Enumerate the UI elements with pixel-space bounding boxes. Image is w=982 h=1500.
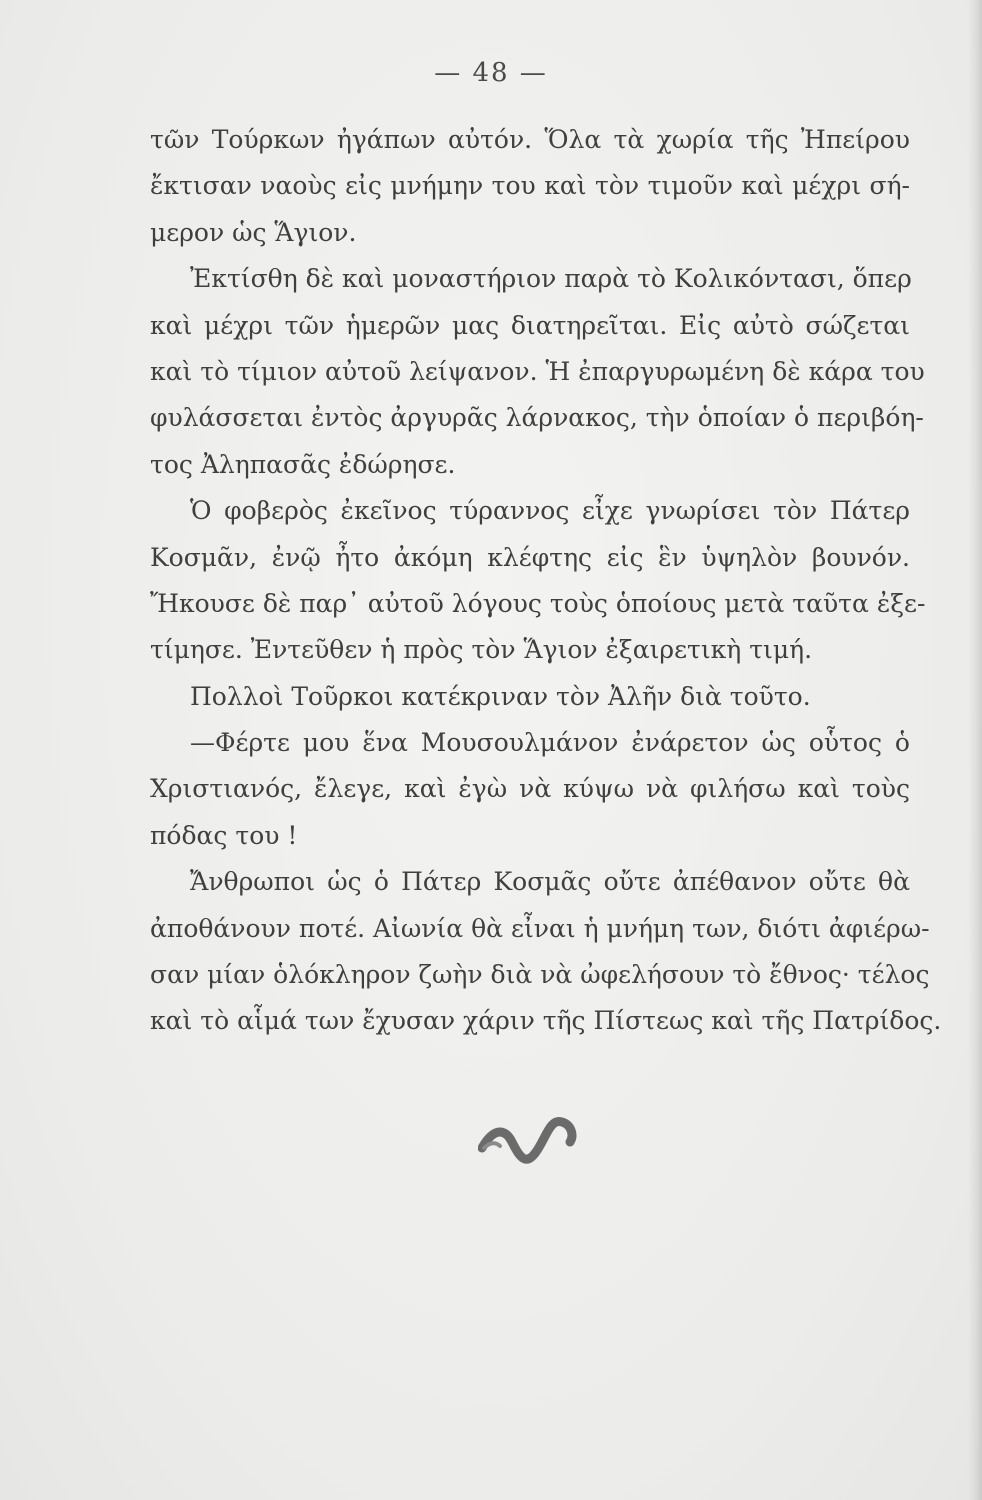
text-line: μερον ὡς Ἅγιον. bbox=[150, 217, 357, 247]
text-line: ἔκτισαν ναοὺς εἰς μνήμην του καὶ τὸν τιμοῦν καὶ μέχρι σή- bbox=[150, 171, 910, 201]
text-line: Χριστιανός, ἔλεγε, καὶ ἐγὼ νὰ κύψω νὰ φιλήσω καὶ τοὺς bbox=[150, 774, 910, 804]
text-line: —Φέρτε μου ἕνα Μουσουλμάνον ἐνάρετον ὡς οὗτος ὁ bbox=[190, 728, 910, 758]
text-line: σαν μίαν ὁλόκληρον ζωὴν διὰ νὰ ὠφελήσουν τὸ ἔθνος· τέλος bbox=[150, 960, 930, 990]
text-line: φυλάσσεται ἐντὸς ἀργυρᾶς λάρνακος, τὴν ὁποίαν ὁ περιβόη- bbox=[150, 403, 924, 433]
text-line: καὶ τὸ αἷμά των ἔχυσαν χάριν τῆς Πίστεως καὶ τῆς Πατρίδος. bbox=[150, 1006, 942, 1036]
text-line: Ἄνθρωποι ὡς ὁ Πάτερ Κοσμᾶς οὔτε ἀπέθανον οὔτε θὰ bbox=[190, 867, 910, 897]
text-line: τος Ἀληπασᾶς ἐδώρησε. bbox=[150, 449, 456, 479]
text-line: τῶν Τούρκων ἠγάπων αὐτόν. Ὅλα τὰ χωρία τῆς Ἠπείρου bbox=[150, 125, 910, 154]
text-line: πόδας του ! bbox=[150, 820, 298, 850]
page-number: — 48 — bbox=[434, 58, 548, 88]
text-line: Ἤκουσε δὲ παρ᾽ αὐτοῦ λόγους τοὺς ὁποίους μετὰ ταῦτα ἐξε- bbox=[150, 588, 926, 618]
text-line: ἀποθάνουν ποτέ. Αἰωνία θὰ εἶναι ἡ μνήμη των, διότι ἀφιέρω- bbox=[150, 913, 930, 943]
body-text bbox=[150, 117, 942, 1045]
text-line: καὶ μέχρι τῶν ἡμερῶν μας διατηρεῖται. Εἰς αὐτὸ σώζεται bbox=[150, 310, 910, 340]
text-line: Ὁ φοβερὸς ἐκεῖνος τύραννος εἶχε γνωρίσει τὸν Πάτερ bbox=[190, 496, 910, 526]
text-line: τίμησε. Ἐντεῦθεν ἡ πρὸς τὸν Ἅγιον ἐξαιρετικὴ τιμή. bbox=[150, 635, 813, 665]
page-edge-shadow bbox=[968, 0, 982, 1500]
text-line: Κοσμᾶν, ἐνῷ ἦτο ἀκόμη κλέφτης εἰς ἓν ὑψηλὸν βουνόν. bbox=[150, 542, 910, 572]
text-line: καὶ τὸ τίμιον αὐτοῦ λείψανον. Ἡ ἐπαργυρωμένη δὲ κάρα του bbox=[150, 356, 925, 386]
text-line: Πολλοὶ Τοῦρκοι κατέκριναν τὸν Ἀλῆν διὰ τοῦτο. bbox=[190, 681, 811, 711]
text-line: Ἐκτίσθη δὲ καὶ μοναστήριον παρὰ τὸ Κολικόντασι, ὅπερ bbox=[190, 264, 912, 294]
wave-ornament-icon bbox=[478, 1108, 588, 1178]
